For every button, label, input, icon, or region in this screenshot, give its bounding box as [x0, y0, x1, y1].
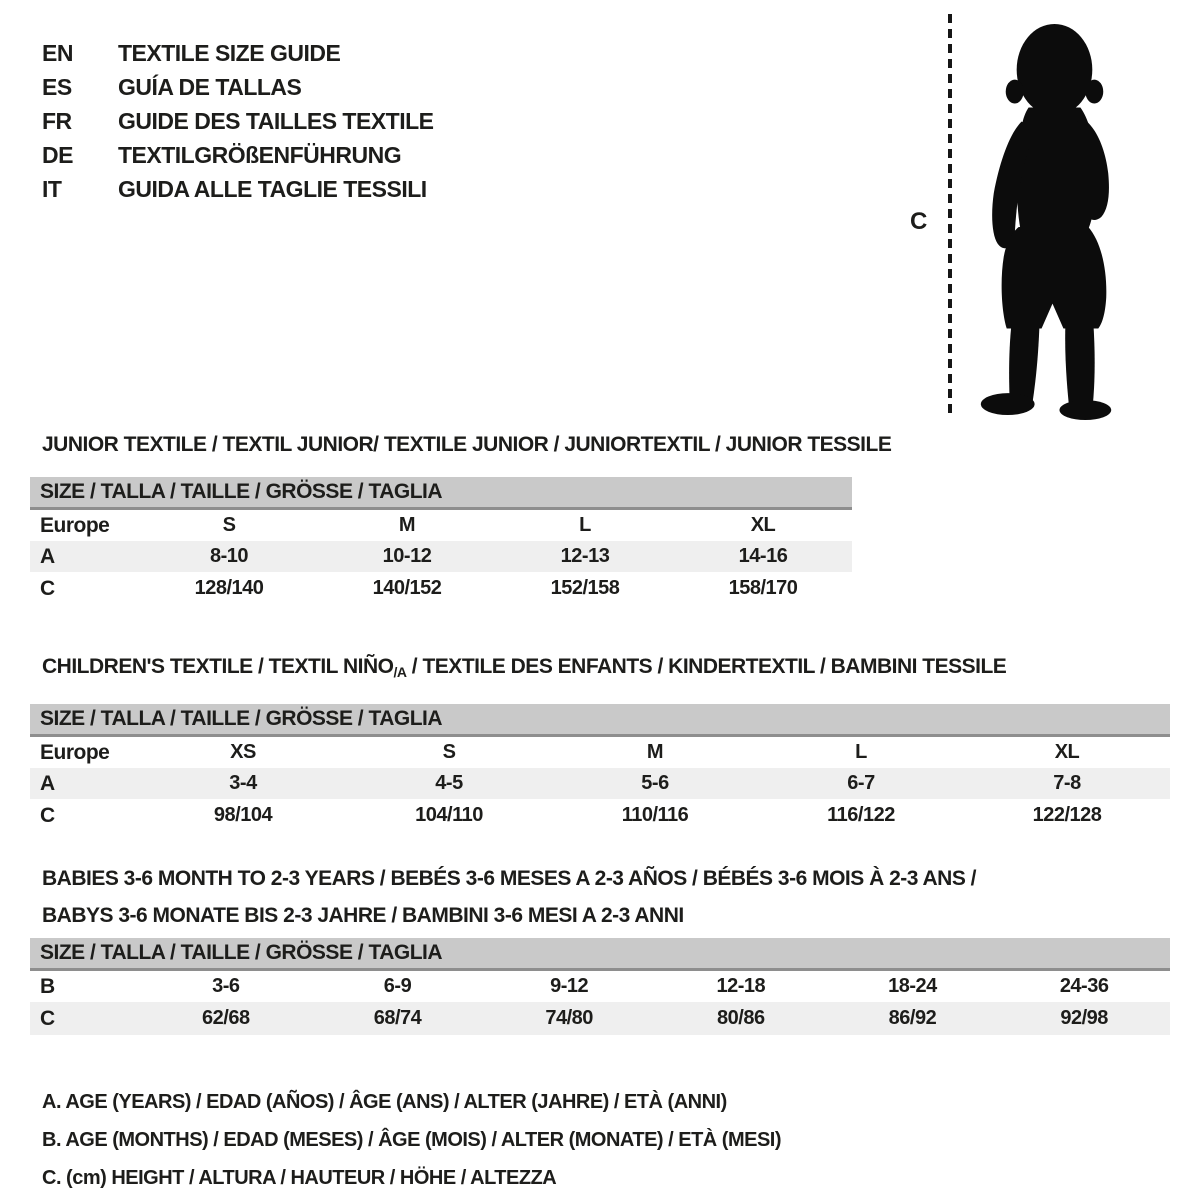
language-code: DE	[42, 141, 73, 168]
table-row	[30, 768, 1170, 799]
babies-size-table	[30, 971, 1170, 1035]
table-row	[30, 572, 852, 605]
size-cell: 6-7	[847, 772, 875, 794]
section-title	[42, 860, 1170, 934]
children-size-table	[30, 737, 1170, 832]
size-header-bar: SIZE / TALLA / TAILLE / GRÖSSE / TAGLIA	[30, 477, 852, 510]
guide-title: GUIDE DES TAILLES TEXTILE	[118, 107, 434, 134]
size-cell: 12-18	[716, 975, 766, 997]
size-cell: 140/152	[372, 577, 442, 599]
size-cell: 10-12	[382, 545, 432, 567]
size-cell: 80/86	[717, 1007, 765, 1029]
guide-title: TEXTILE SIZE GUIDE	[118, 39, 341, 66]
toddler-silhouette-icon	[964, 12, 1140, 422]
note-age-years: A. AGE (YEARS) / EDAD (AÑOS) / ÂGE (ANS) / ALTER (JAHRE) / ETÀ (ANNI)	[42, 1091, 727, 1113]
size-cell: L	[579, 514, 591, 536]
size-cell: 116/122	[827, 804, 895, 826]
language-row	[42, 104, 434, 138]
title-text: / TEXTILE DES ENFANTS / KINDERTEXTIL / BAMBINI TESSILE	[406, 655, 1007, 678]
language-code: FR	[42, 107, 72, 134]
size-cell: M	[646, 741, 664, 763]
size-cell: 9-12	[550, 975, 589, 997]
table-row	[30, 541, 852, 572]
size-cell: 7-8	[1053, 772, 1081, 794]
size-cell: 8-10	[209, 545, 249, 567]
table-row	[30, 799, 1170, 832]
table-row	[30, 971, 1170, 1002]
size-cell: 3-4	[229, 772, 257, 794]
language-row	[42, 138, 434, 172]
language-code: EN	[42, 39, 73, 66]
row-label: A	[40, 544, 55, 568]
size-cell: 68/74	[373, 1007, 422, 1029]
language-code: ES	[42, 73, 72, 100]
size-cell: 62/68	[202, 1007, 250, 1029]
size-cell: 98/104	[213, 804, 273, 826]
section-children-textile	[30, 655, 1170, 832]
size-cell: 3-6	[212, 975, 240, 997]
title-line-1: BABIES 3-6 MONTH TO 2-3 YEARS / BEBÉS 3-6 MESES A 2-3 AÑOS / BÉBÉS 3-6 MOIS À 2-3 ANS /	[42, 867, 977, 890]
size-cell: XL	[750, 514, 776, 536]
row-label: C	[40, 1006, 55, 1030]
height-measure-label: C	[910, 208, 928, 235]
size-cell: L	[855, 741, 867, 763]
size-cell: 128/140	[194, 577, 264, 599]
language-row	[42, 172, 434, 206]
height-dashed-line	[948, 14, 952, 418]
table-row	[30, 737, 1170, 768]
section-title: JUNIOR TEXTILE / TEXTIL JUNIOR/ TEXTILE JUNIOR / JUNIORTEXTIL / JUNIOR TESSILE	[42, 433, 892, 456]
size-cell: 74/80	[545, 1007, 593, 1029]
table-row	[30, 510, 852, 541]
guide-title: TEXTILGRÖßENFÜHRUNG	[118, 141, 402, 168]
size-cell: 86/92	[888, 1007, 937, 1029]
title-subscript: /A	[393, 664, 407, 680]
title-line-2: BABYS 3-6 MONATE BIS 2-3 JAHRE / BAMBINI 3-6 MESI A 2-3 ANNI	[42, 904, 684, 927]
size-cell: XS	[230, 741, 256, 763]
section-title	[42, 655, 1170, 684]
row-label: Europe	[40, 740, 110, 764]
size-cell: 24-36	[1059, 975, 1109, 997]
size-cell: 92/98	[1060, 1007, 1108, 1029]
size-cell: 12-13	[560, 545, 610, 567]
size-cell: S	[222, 514, 236, 536]
table-row	[30, 1002, 1170, 1035]
size-cell: 18-24	[888, 975, 937, 997]
language-code: IT	[42, 175, 62, 202]
legend-notes	[42, 1083, 1170, 1197]
size-cell: S	[442, 741, 456, 763]
row-label: C	[40, 576, 55, 600]
size-cell: XL	[1054, 741, 1080, 763]
note-height-cm: C. (cm) HEIGHT / ALTURA / HAUTEUR / HÖHE / ALTEZZA	[42, 1167, 557, 1189]
size-cell: 104/110	[415, 804, 483, 826]
size-tables-content	[30, 433, 1170, 1197]
size-cell: 152/158	[550, 577, 620, 599]
note-age-months: B. AGE (MONTHS) / EDAD (MESES) / ÂGE (MOIS) / ALTER (MONATE) / ETÀ (MESI)	[42, 1129, 782, 1151]
guide-title: GUIDA ALLE TAGLIE TESSILI	[118, 175, 427, 202]
size-cell: M	[398, 514, 416, 536]
row-label: C	[40, 803, 55, 827]
size-header-bar: SIZE / TALLA / TAILLE / GRÖSSE / TAGLIA	[30, 704, 1170, 737]
section-junior-textile	[30, 433, 1170, 605]
junior-size-table	[30, 510, 852, 605]
row-label: A	[40, 771, 55, 795]
language-row	[42, 70, 434, 104]
size-cell: 158/170	[728, 577, 798, 599]
language-title-list	[42, 36, 434, 206]
size-cell: 4-5	[435, 772, 463, 794]
size-header-bar: SIZE / TALLA / TAILLE / GRÖSSE / TAGLIA	[30, 938, 1170, 971]
title-text: CHILDREN'S TEXTILE / TEXTIL NIÑO	[42, 655, 394, 678]
size-cell: 14-16	[738, 545, 788, 567]
size-cell: 110/116	[621, 804, 689, 826]
row-label: Europe	[40, 513, 110, 537]
section-babies-textile	[30, 860, 1170, 1035]
size-cell: 122/128	[1032, 804, 1102, 826]
row-label: B	[40, 974, 55, 998]
size-cell: 5-6	[641, 772, 669, 794]
guide-title: GUÍA DE TALLAS	[118, 73, 302, 100]
size-cell: 6-9	[383, 975, 412, 997]
language-row	[42, 36, 434, 70]
